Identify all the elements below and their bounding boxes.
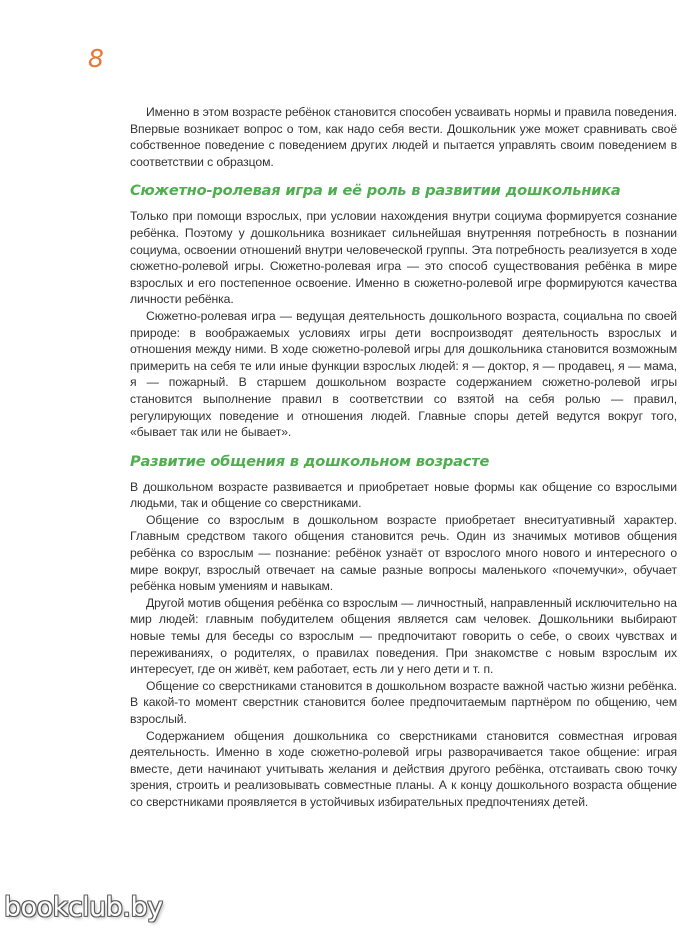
communication-paragraph-1: В дошкольном возрасте развивается и приобретает новые формы как общение со взрослыми людьми, так и общение со сверстниками.	[130, 479, 677, 511]
section-heading-communication: Развитие общения в дошкольном возрасте	[130, 452, 490, 470]
communication-paragraph-5: Содержанием общения дошкольника со сверстниками становится совместная игровая деятельность. Именно в ходе сюжетно-ролевой игры разворачивается такое общение: играя вместе, дети начинают учитывать желания и действия другого ребёнка, отстаивать свою точку зрения, строить и реализовывать совместные планы. А к концу дошкольного возраста общение со сверстниками проявляется в устойчивых избирательных предпочтениях детей.	[130, 728, 677, 809]
page-number: 8	[88, 44, 104, 73]
watermark-logo: bookclub.by	[4, 892, 163, 923]
role-play-paragraph-1: Только при помощи взрослых, при условии нахождения внутри социума формируется сознание ребёнка. Поэтому у дошкольника возникает сильнейшая внутренняя потребность в познании социума, освоении отношений внутри человеческой группы. Эта потребность реализуется в ходе сюжетно-ролевой игры. Сюжетно-ролевая игра — это способ существования ребёнка в мире взрослых и его постепенное освоение. Именно в сюжетно-ролевой игре формируются качества личности ребёнка.	[130, 209, 677, 307]
section-heading-role-play: Сюжетно-ролевая игра и её роль в развитии дошкольника	[130, 182, 621, 200]
role-play-paragraph-2: Сюжетно-ролевая игра — ведущая деятельность дошкольного возраста, социальна по своей природе: в воображаемых условиях игры дети воспроизводят деятельность взрослых и отношения между ними. В ходе сюжетно-ролевой игры для дошкольника становится возможным примерить на себя те или иные функции взрослых людей: я — доктор, я — продавец, я — мама, я — пожарный. В старшем дошкольном возрасте содержанием сюжетно-ролевой игры становится выполнение правил в соответствии со взятой на себя ролью — правил, регулирующих поведение и отношения людей. Главные споры детей ведутся вокруг того, «бывает так или не бывает».	[130, 308, 677, 440]
communication-paragraph-3: Другой мотив общения ребёнка со взрослым — личностный, направленный исключительно на мир людей: главным побудителем общения является сам человек. Дошкольники выбирают новые темы для беседы со взрослым — предпочитают говорить о себе, о своих чувствах и переживаниях, о родителях, о правилах поведения. При знакомстве с новым взрослым их интересует, где он живёт, кем работает, есть ли у него дети и т. п.	[130, 595, 677, 677]
intro-paragraph: Именно в этом возрасте ребёнок становится способен усваивать нормы и правила поведения. Впервые возникает вопрос о том, как надо себя вести. Дошкольник уже может сравнивать своё собственное поведение с поведением других людей и пытается управлять своим поведением в соответствии с образцом.	[130, 105, 677, 169]
page-content	[130, 104, 677, 811]
communication-paragraph-2: Общение со взрослым в дошкольном возрасте приобретает внеситуативный характер. Главным средством такого общения становится речь. Один из значимых мотивов общения ребёнка со взрослым — познание: ребёнок узнаёт от взрослого много нового и интересного о мире вокруг, взрослый отвечает на самые разные вопросы маленького «почемучки», обучает ребёнка новым умениям и навыкам.	[130, 512, 677, 594]
communication-paragraph-4: Общение со сверстниками становится в дошкольном возрасте важной частью жизни ребёнка. В какой-то момент сверстник становится более предпочитаемым партнёром по общению, чем взрослый.	[130, 678, 677, 726]
